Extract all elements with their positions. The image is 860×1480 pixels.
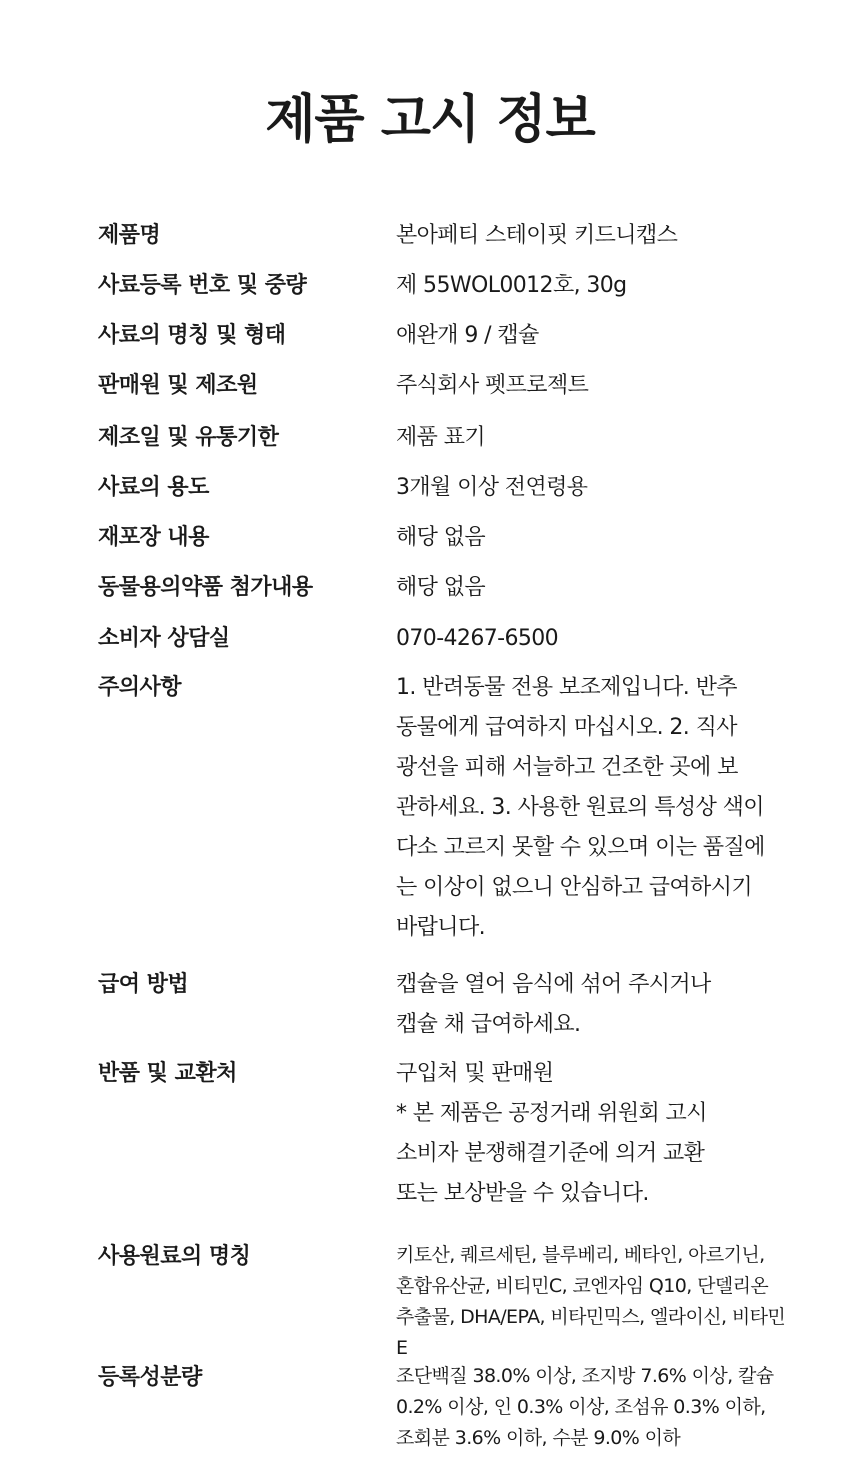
row-label: 주의사항: [98, 675, 182, 700]
row-value: 캡슐을 열어 음식에 섞어 주시거나 캡슐 채 급여하세요.: [396, 972, 711, 1037]
row-value: 제 55WOL0012호, 30g: [396, 273, 627, 298]
row-label: 판매원 및 제조원: [98, 373, 258, 398]
row-label: 사용원료의 명칭: [98, 1244, 251, 1269]
row-value: 해당 없음: [396, 525, 486, 550]
row-label: 급여 방법: [98, 972, 189, 997]
row-label: 재포장 내용: [98, 525, 209, 550]
row-value: 조단백질 38.0% 이상, 조지방 7.6% 이상, 칼슘 0.2% 이상, 인 0.3% 이상, 조섬유 0.3% 이하, 조회분 3.6% 이하, 수분 9.0% 이하: [396, 1365, 774, 1449]
page-title: 제품 고시 정보: [265, 90, 595, 150]
row-value: 070-4267-6500: [396, 626, 559, 651]
row-value: 제품 표기: [396, 425, 486, 450]
row-value: 3개월 이상 전연령용: [396, 475, 588, 500]
row-label: 등록성분량: [98, 1365, 202, 1390]
row-value: 1. 반려동물 전용 보조제입니다. 반추 동물에게 급여하지 마십시오. 2. 직사 광선을 피해 서늘하고 건조한 곳에 보 관하세요. 3. 사용한 원료의 특성상 색이 다소 고르지 못할 수 있으며 이는 품질에 는 이상이 없으니 안심하고 급여하시기 바랍니다.: [396, 675, 765, 940]
row-value: 해당 없음: [396, 575, 486, 600]
row-label: 사료의 명칭 및 형태: [98, 323, 286, 348]
row-label: 동물용의약품 첨가내용: [98, 575, 313, 600]
row-label: 사료의 용도: [98, 475, 209, 500]
row-label: 사료등록 번호 및 중량: [98, 273, 307, 298]
row-label: 소비자 상담실: [98, 626, 230, 651]
row-label: 제품명: [98, 223, 161, 248]
row-value: 본아페티 스테이핏 키드니캡스: [396, 223, 678, 248]
row-label: 제조일 및 유통기한: [98, 425, 279, 450]
row-value: 주식회사 펫프로젝트: [396, 373, 589, 398]
row-label: 반품 및 교환처: [98, 1061, 237, 1086]
row-value: 키토산, 퀘르세틴, 블루베리, 베타인, 아르기닌, 혼합유산균, 비티민C, 코엔자임 Q10, 단델리온 추출물, DHA/EPA, 비타민믹스, 엘라이신, 비타민E: [396, 1244, 786, 1359]
row-value: 애완개 9 / 캡슐: [396, 323, 539, 348]
row-value: 구입처 및 판매원 * 본 제품은 공정거래 위원회 고시 소비자 분쟁해결기준에 의거 교환 또는 보상받을 수 있습니다.: [396, 1061, 707, 1206]
